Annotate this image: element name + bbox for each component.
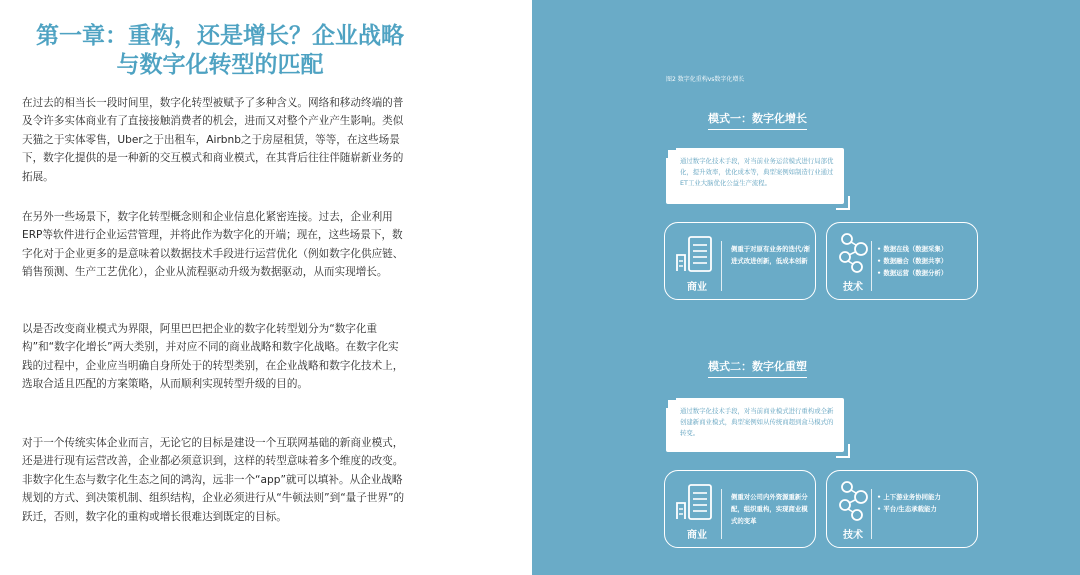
mode2-tech-item: • 上下游业务协同能力 [877,491,975,503]
corner-decoration [836,444,850,458]
mode1-technology-card [826,222,978,300]
mode1-tech-item: • 数据融合（数据共享） [877,255,975,267]
body-paragraph-4: 对于一个传统实体企业而言，无论它的目标是建设一个互联网基础的新商业模式，还是进行现有运营改善，企业都必须意识到，这样的转型意味着多个维度的改变。非数字化生态与数字化生态之间的鸿沟，远非一个“app”就可以填补。从企业战略规划的方式、到决策机制、组织结构，企业必须进行从“牛顿法则”到“量子世界”的跃迁，否则，数字化的重构或增长很难达到既定的目标。 [22,437,405,523]
body-paragraph-3: 以是否改变商业模式为界限，阿里巴巴把企业的数字化转型划分为“数字化重构”和“数字化增长”两大类别，并对应不同的商业战略和数字化战略。在数字化实践的过程中，企业应当明确自身所处于的转型类别，在企业战略和数字化技术上，选取合适且匹配的方案策略，从而顺利实现转型升级的目的。 [22,323,404,391]
mode1-technology-list [877,243,975,279]
card-divider [871,489,872,539]
body-paragraph-2: 在另外一些场景下，数字化转型概念则和企业信息化紧密连接。过去，企业利用ERP等软件进行企业运营管理，并将此作为数字化的开端；现在，这些场景下，数字化对于企业更多的是意味着以数据技术手段进行运营优化（例如数字化供应链、销售预测、生产工艺优化），企业从流程驱动升级为数据驱动，从而实现增长。 [22,211,404,279]
mode2-technology-label: 技术 [843,530,863,541]
mode2-technology-card [826,470,978,548]
mode1-tech-item: • 数据在线（数据采集） [877,243,975,255]
mode1-title: 模式一：数字化增长 [708,110,807,130]
mode1-technology-label: 技术 [843,282,863,293]
mode2-business-text: 侧重对公司内外资源重新分配，组织重构，实现商业模式的变革 [731,493,808,525]
chapter-title-line2: 与数字化转型的匹配 [116,52,324,78]
mode2-business-label: 商业 [687,530,707,541]
molecule-icon [837,479,871,523]
molecule-icon [837,231,871,275]
mode1-business-text: 侧重于对原有业务的迭代/渐进式改进创新，低成本创新 [731,245,811,265]
mode1-business-card [664,222,816,300]
figure-caption: 图2 数字化重构vs数字化增长 [666,76,745,83]
chapter-title-line1: 第一章：重构，还是增长？企业战略 [36,23,404,49]
mode1-tech-item: • 数据运营（数据分析） [877,267,975,279]
card-divider [871,241,872,291]
chapter-title [20,22,420,80]
mode1-description: 通过数字化技术手段，对当前业务运营模式进行局部优化，提升效率，优化成本等，典型案例如制造行业通过ET工业大脑优化公益生产流程。 [666,148,844,204]
document-chart-icon [673,481,717,525]
mode2-title: 模式二：数字化重塑 [708,358,807,378]
mode2-description: 通过数字化技术手段，对当前商业模式进行重构或全新创建新商业模式，典型案例如从传统商超到盒马模式的转变。 [666,398,844,452]
mode2-business-card [664,470,816,548]
left-page [0,0,532,575]
corner-decoration [836,196,850,210]
body-paragraph-1: 在过去的相当长一段时间里，数字化转型被赋予了多种含义。网络和移动终端的普及令许多实体商业有了直接接触消费者的机会，进而又对整个产业产生影响。类似天猫之于实体零售，Uber之于出租车，Airbnb之于房屋租赁，等等，在这些场景下，数字化提供的是一种新的交互模式和商业模式，在其背后往往伴随崭新业务的拓展。 [22,97,404,183]
card-divider [721,489,722,539]
mode2-technology-list [877,491,975,515]
mode2-tech-item: • 平台/生态承载能力 [877,503,975,515]
card-divider [721,241,722,291]
document-chart-icon [673,233,717,277]
mode1-business-label: 商业 [687,282,707,293]
